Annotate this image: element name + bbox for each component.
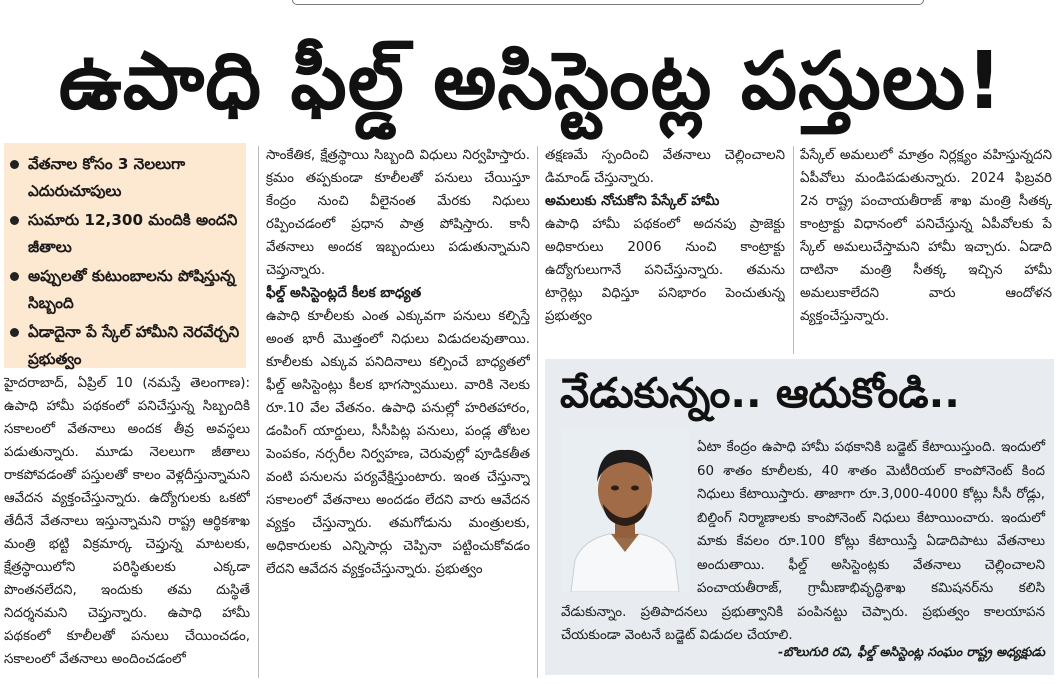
column-divider: [258, 146, 259, 678]
quote-signature: -బొలుగురి రవి, ఫీల్డ్ అసిస్టెంట్ల సంఘం రాష్ట్ర అధ్యక్షుడు: [778, 644, 1045, 659]
column-2-text-2: ఉపాధి కూలీలకు ఎంత ఎక్కువగా పనులు కల్పిస్తే అంత భారీ మొత్తంలో నిధులు విడుదలవుతాయి. కూలీలకు ఎక్కువ పనిదినాలు కల్పించే బాధ్యతలో ఫీల్డ్ అసిస్టెంట్లు కీలక భాగస్వాములు. వారికి నెలకు రూ.10 వేల వేతనం. ఉపాధి పనుల్లో హరితహారం, డంపింగ్ యార్డులు, సీసీపిట్ల పనులు, పండ్ల తోటల పెంపకం, నర్సరీల నిర్వహణ, చెరువుల్లో పూడికతీత వంటి పనులను పర్యవేక్షిస్తుంటారు. ఇంత చేస్తున్నా సకాలంలో వేతనాలు అందడం లేదని వారు ఆవేదన వ్యక్తం చేస్తున్నారు. తమగోడును మంత్రులకు, అధికారులకు ఎన్నిసార్లు చెప్పినా పట్టించుకోవడం లేదని ఆవేదన వ్యక్తంచేస్తున్నారు. ప్రభుత్వం: [266, 309, 530, 577]
bullet-icon: [10, 328, 19, 337]
article-column-4: [800, 144, 1052, 354]
highlight-item: అప్పులతో కుటుంబాలను పోషిస్తున్న సిబ్బంది: [10, 263, 240, 317]
bullet-icon: [10, 216, 19, 225]
column-3-subheading: అమలుకు నోచుకోని పేస్కేల్ హామీ: [545, 193, 720, 209]
column-3-text-1: తక్షణమే స్పందించి వేతనాలు చెల్లించాలని డిమాండ్ చేస్తున్నారు.: [545, 148, 785, 186]
highlights-box: [4, 143, 246, 368]
bullet-icon: [10, 272, 19, 281]
column-2-subheading: ఫీల్డ్ అసిస్టెంట్లదే కీలక బాధ్యత: [266, 285, 422, 301]
quote-title: వేడుకున్నం.. ఆదుకోండి..: [560, 369, 960, 417]
column-divider: [537, 146, 538, 678]
highlight-item: సుమారు 12,300 మందికి అందని జీతాలు: [10, 207, 240, 261]
headline: ఉపాధి ఫీల్డ్ అసిస్టెంట్ల పస్తులు!: [58, 35, 1004, 127]
column-1-text: హైదరాబాద్, ఏప్రిల్ 10 (నమస్తే తెలంగాణ): ఉపాధి హామీ పథకంలో పనిచేస్తున్న సిబ్బందికి సకాలంలో వేతనాలు అందక తీవ్ర అవస్థలు పడుతున్నారు. మూడు నెలలుగా జీతాలు రాకపోవడంతో పస్తులతో కాలం వెళ్లదీస్తున్నామని ఆవేదన వ్యక్తంచేస్తున్నారు. ఉద్యోగులకు ఒకటో తేదీనే వేతనాలు ఇస్తున్నామని రాష్ట్ర ఆర్థికశాఖ మంత్రి భట్టి విక్రమార్క చెప్తున్న మాటలకు, క్షేత్రస్థాయిలోని పరిస్థితులకు ఎక్కడా పొంతనలేదని, ఇందుకు తమ దుస్థితే నిదర్శనమని చెప్తున్నారు. ఉపాధి హామీ పథకంలో కూలీలతో పనులు చేయించడం, సకాలంలో వేతనాలు అందించడంలో: [4, 376, 250, 667]
quote-body-text: ఏటా కేంద్రం ఉపాధి హామీ పథకానికి బడ్జెట్ కేటాయిస్తుంది. ఇందులో 60 శాతం కూలీలకు, 40 శాతం మెటీరియల్ కాంపోనెంట్ కింద నిధులు కేటాయిస్తారు. తాజాగా రూ.3,000-4000 కోట్లు సీసీ రోడ్లు, బిల్డింగ్ నిర్మాణాలకు కాంపోనెంట్ నిధులు కేటాయించారు. ఇందులో మాకు కేవలం రూ.100 కోట్లు కేటాయిస్తే ఏడాదిపాటు వేతనాలు అందుతాయి. ఫీల్డ్ అసిస్టెంట్లకు వేతనాలు చెల్లించాలని పంచాయతీరాజ్, గ్రామీణాభివృద్ధిశాఖ కమిషనర్‌ను కలిసి వేడుకున్నాం. ప్రతిపాదనలు ప్రభుత్వానికి పంపినట్టు చెప్పారు. ప్రభుత్వం కాలయాపన చేయకుండా వెంటనే బడ్జెట్ విడుదల చేయాలి.: [561, 440, 1045, 643]
highlights-list: [4, 143, 246, 373]
column-divider: [793, 146, 794, 354]
article-column-2: [266, 144, 530, 678]
column-2-text-1: సాంకేతిక, క్షేత్రస్థాయి సిబ్బంది విధులు నిర్వహిస్తారు. క్రమం తప్పకుండా కూలీలతో పనులు చేయిస్తూ కేంద్రం నుంచి వీలైనంత మేరకు నిధులు రప్పించడంలో ప్రధాన పాత్ర పోషిస్తారు. కానీ వేతనాలు అందక ఇబ్బందులు పడుతున్నామని చెప్తున్నారు.: [266, 148, 530, 278]
column-3-text-2: ఉపాధి హామీ పథకంలో అదనపు ప్రాజెక్టు అధికారులు 2006 నుంచి కాంట్రాక్టు ఉద్యోగులుగానే పనిచేస్తున్నారు. తమను టార్గెట్లు విధిస్తూ పనిభారం పెంచుతున్న ప్రభుత్వం: [545, 217, 785, 324]
top-frame-line: [292, 0, 924, 5]
article-column-3: [545, 144, 785, 354]
article-column-1: [4, 372, 250, 678]
quote-body: [561, 436, 1045, 648]
highlight-item: ఏడాదైనా పే స్కేల్ హామీని నెరవేర్చని ప్రభుత్వం: [10, 319, 240, 373]
highlight-item: వేతనాల కోసం 3 నెలలుగా ఎదురుచూపులు: [10, 151, 240, 205]
bullet-icon: [10, 160, 19, 169]
column-4-text: పేస్కేల్ అమలులో మాత్రం నిర్లక్ష్యం వహిస్తున్నదని ఏపీవోలు మండిపడుతున్నారు. 2024 ఫిబ్రవరి 2న రాష్ట్ర పంచాయతీరాజ్ శాఖ మంత్రి సీతక్క కాంట్రాక్టు విధానంలో పనిచేస్తున్న ఏపీవోలకు పే స్కేల్ అమలుచేస్తామని హామీ ఇచ్చారు. ఏడాది దాటినా మంత్రి సీతక్క ఇచ్చిన హామీ అమలుకాలేదని వారు ఆందోళన వ్యక్తంచేస్తున్నారు.: [800, 148, 1052, 324]
